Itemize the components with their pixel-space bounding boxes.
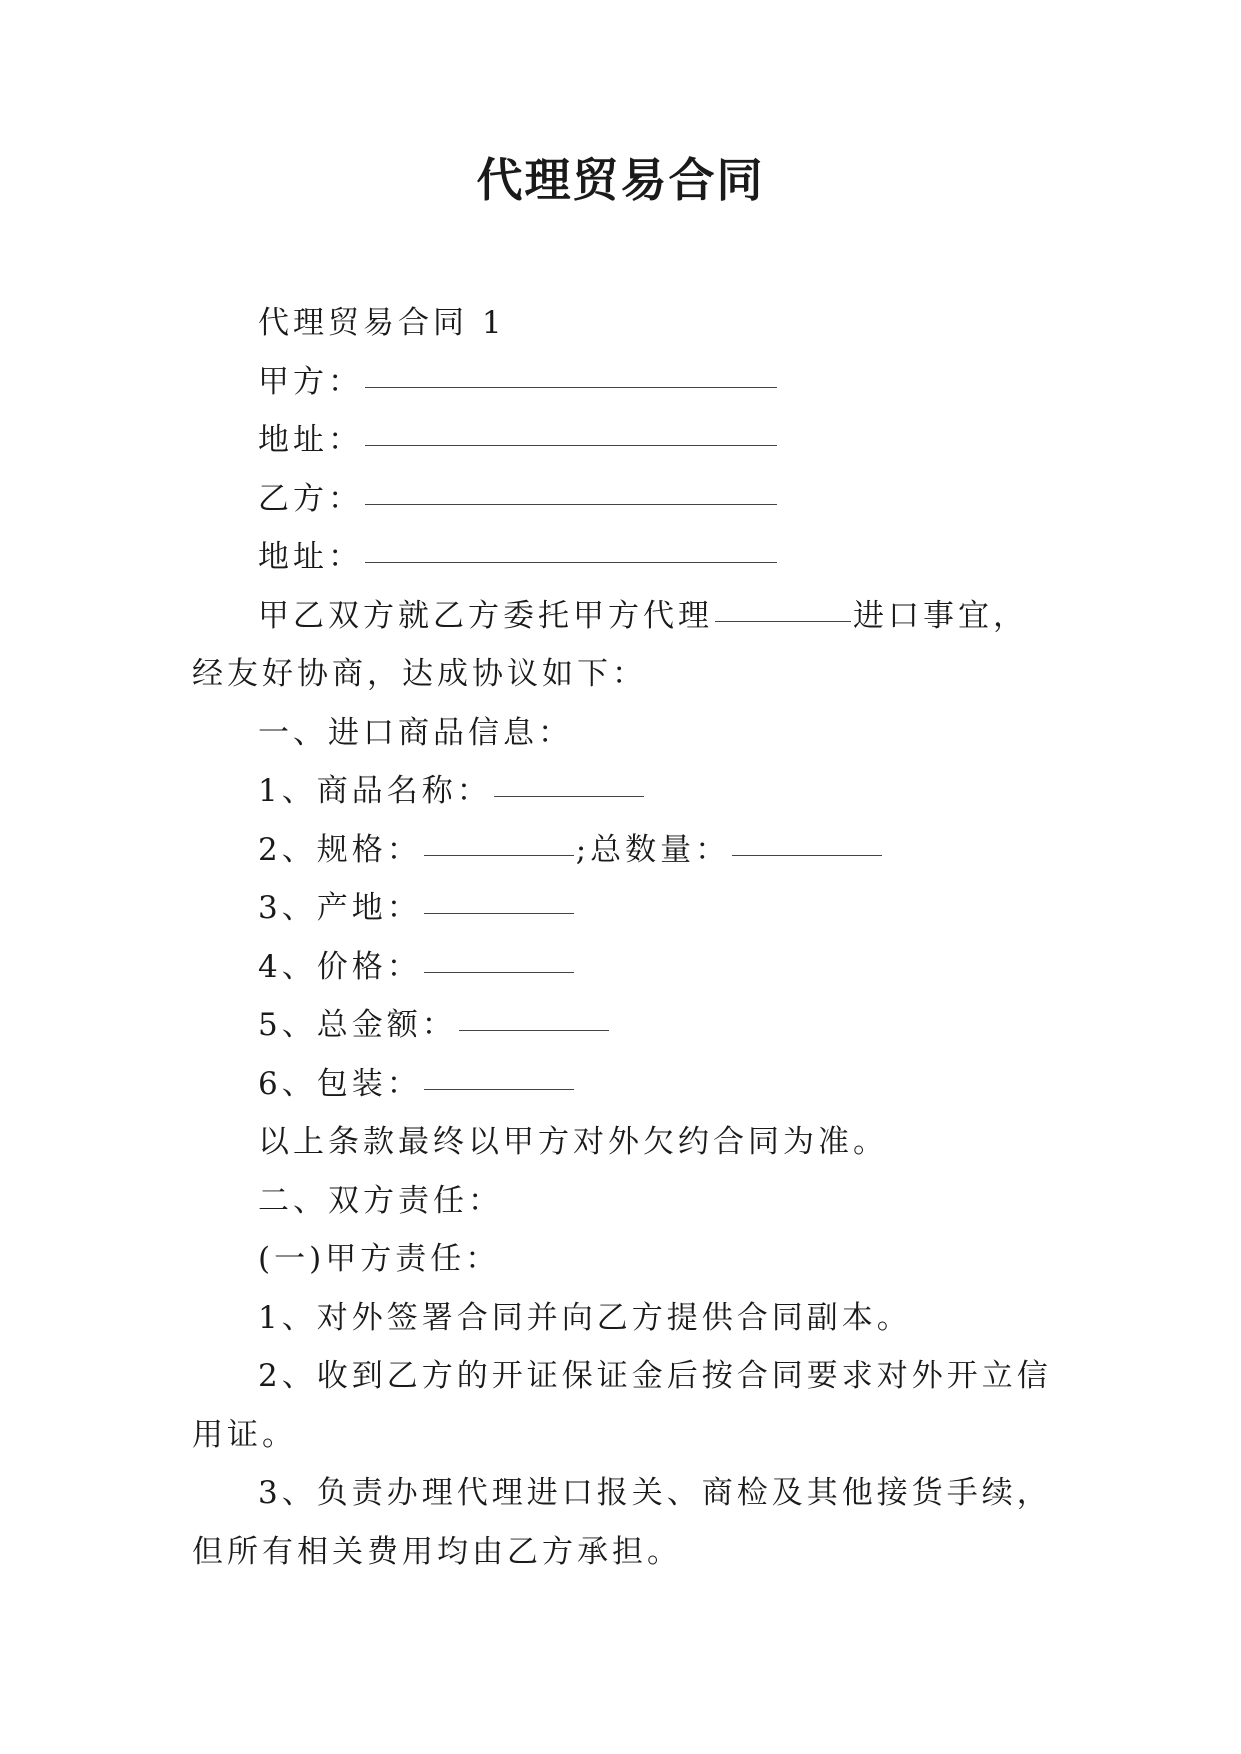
clause-note: 以上条款最终以甲方对外欠约合同为准。 <box>258 1124 888 1160</box>
address-a-line: 地址： <box>192 411 1062 470</box>
address-a-blank <box>365 445 777 446</box>
duty2-paragraph: 2、收到乙方的开证保证金后按合同要求对外开立信用证。 <box>192 1358 1052 1453</box>
total-amount-blank <box>459 1030 609 1031</box>
duty3-paragraph: 3、负责办理代理进口报关、商检及其他接货手续，但所有相关费用均由乙方承担。 <box>192 1475 1052 1570</box>
item4-line: 4、价格： <box>192 938 1062 997</box>
party-b-line: 乙方： <box>192 470 1062 529</box>
spec-blank <box>424 855 574 856</box>
intro-paragraph: 甲乙双方就乙方委托甲方代理 进口事宜，经友好协商，达成协议如下： <box>192 597 1028 692</box>
section1-heading: 一、进口商品信息： <box>258 714 573 751</box>
address-b-blank <box>365 562 777 563</box>
party-b-blank <box>365 504 777 505</box>
party-a-blank <box>365 387 777 388</box>
item6-line: 6、包装： <box>192 1055 1062 1114</box>
agency-item-blank <box>715 621 851 622</box>
party-a-line: 甲方： <box>192 353 1062 412</box>
origin-blank <box>424 913 574 914</box>
document-body <box>192 294 1062 1581</box>
product-name-blank <box>494 796 644 797</box>
packaging-blank <box>424 1089 574 1090</box>
duty1-paragraph: 1、对外签署合同并向乙方提供合同副本。 <box>258 1299 912 1336</box>
quantity-blank <box>732 855 882 856</box>
contract-subtitle: 代理贸易合同 1 <box>258 305 506 341</box>
sub-a-heading: (一)甲方责任： <box>258 1241 501 1277</box>
address-b-line: 地址： <box>192 528 1062 587</box>
document-title: 代理贸易合同 <box>476 153 765 207</box>
item5-line: 5、总金额： <box>192 996 1062 1055</box>
section2-heading: 二、双方责任： <box>258 1182 503 1219</box>
item2-line: 2、规格： ;总数量： <box>192 821 1062 880</box>
item3-line: 3、产地： <box>192 879 1062 938</box>
item1-line: 1、商品名称： <box>192 762 1062 821</box>
price-blank <box>424 972 574 973</box>
